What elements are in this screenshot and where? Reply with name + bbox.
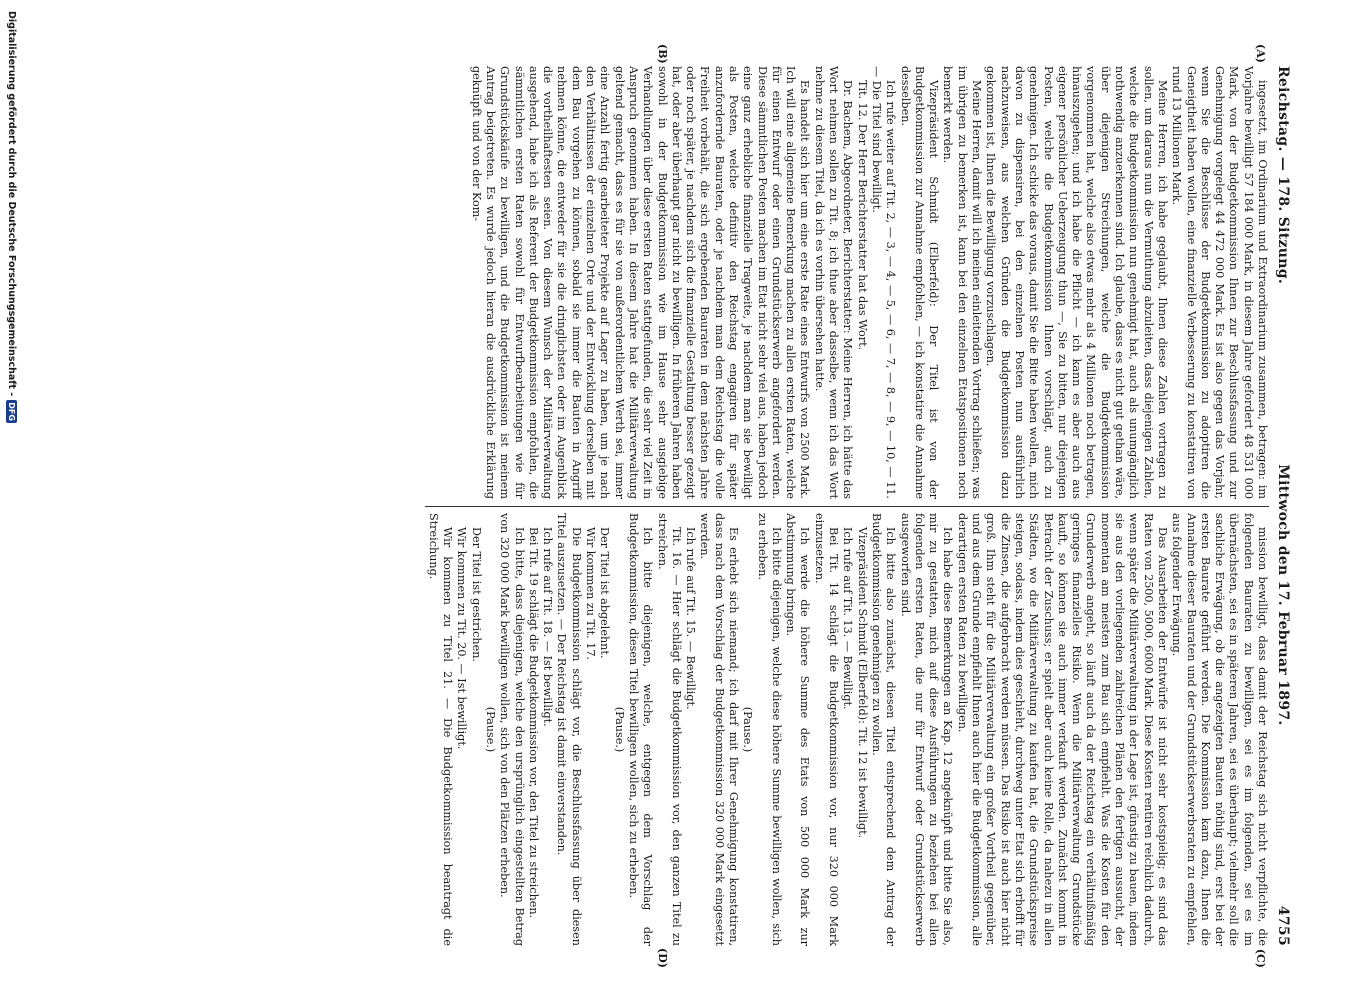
paragraph: Der Titel ist gestrichen.	[469, 527, 483, 662]
page-number: 4755	[1275, 905, 1291, 946]
paragraph: Ich rufe auf Tit. 18. — Ist bewilligt.	[541, 527, 555, 727]
right-column	[425, 513, 1269, 946]
paragraph: Ich werde die höhere Summe des Etats von 500 000 Mark zur Abstimmung bringen.	[784, 513, 812, 946]
header-left: Reichstag. — 178. Sitzung.	[1275, 66, 1291, 285]
paragraph: Ich rufe auf Tit. 15. — Bewilligt.	[684, 527, 698, 710]
paragraph: Ich rufe weiter auf Tit. 2, — 3, — 4, — 5, — 6, — 7, — 8, — 9, — 10, — 11. — Die Titel sind bewilligt.	[869, 66, 898, 499]
paragraph: ingesetzt, im Ordinarium und Extraordinarium zusammen, betragen: im Vorjahre bewilligt 57 184 000 Mark, in diesem Jahre gefordert 48 531 000 Mark, von der Budgetkommission Ihnen zur Beschlussfassung und zur Genehmigung vorgelegt 44 472 000 Mark. Es ist also gegen das Vorjahr, wenn Sie die Beschlüsse der Budgetkommission zu adoptiren die Geneigtheit haben wollen, eine finanzielle Verbesserung zu konstatiren von rund 13 Millionen Mark.	[1170, 66, 1269, 499]
margin-mark-d: (D)	[656, 948, 669, 968]
paragraph: (Pause.)	[612, 706, 626, 753]
paragraph: Meine Herren, damit will ich meinen einleitenden Vortrag schließen; was im übrigen zu bemerken ist, kann bei den einzelnen Etatspositionen noch bemerkt werden.	[941, 66, 984, 499]
digitization-footer	[6, 1, 17, 1001]
paragraph: Bei Tit. 14 schlägt die Budgetkommission vor, nur 320 000 Mark einzusetzen.	[812, 513, 841, 946]
left-column	[425, 66, 1269, 499]
page-header	[1275, 66, 1291, 946]
paragraph: Ich bitte, dass diejenigen, welche den ursprünglich eingestellten Betrag von 320 000 Mark bewilligen wollen, sich von den Plätzen erheben.	[498, 513, 526, 946]
paragraph: Es handelt sich hier um eine erste Rate eines Entwurfs von 2500 Mark. Ich will eine allgemeine Bemerkung machen zu allen ersten Raten, welche für einen Entwurf oder einen Grundstückserwerb angefordert werden. Diese sämmtlichen Posten machen im Etat nicht sehr viel aus, haben jedoch eine ganz erhebliche finanzielle Tragweite, je nachdem man sie bewilligt als Posten, welche definitiv den Reichstag engagiren für später anzufordernde Bauraten, oder je nachdem man dem Reichstag die volle Freiheit vorbehält, die sich ergebenden Bauraten in dem nächsten Jahre oder noch später, je nachdem sich die finanzielle Gestaltung besser gezeigt hat, oder aber überhaupt gar nicht zu bewilligen. In früheren Jahren haben sowohl in der Budgetkommission wie im Hause sehr ausgiebige Verhandlungen über diese ersten Raten stattgefunden, die sehr viel Zeit in Anspruch genommen haben. In diesem Jahre hat die Militärverwaltung geltend gemacht, dass es für sie von außerordentlichem Werth sei, immer eine Anzahl fertig gearbeiteter Projekte auf Lager zu haben, um je nach den Verhältnissen der einzelnen Orte und der Entwicklung derselben mit dem Bau vorgehen zu können, sobald sie immer die Bauten in Angriff nehmen könne, die entweder für sie die dringlichsten oder im Augenblick die vortheilhaftesten seien. Von diesem Wunsch der Militärverwaltung ausgehend, habe ich als Referent der Budgetkommission empfohlen, die sämmtlichen ersten Raten sowohl für Entwurfbearbeitungen wie für Grundstückskäufe zu bewilligen, und die Budgetkommission ist meinem Antrag beigetreten. Es wurde jedoch hieran die ausdrückliche Erklärung geknüpft und von der Kom-	[469, 66, 812, 499]
paragraph: Das Ausarbeiten der Entwürfe ist nicht sehr kostspielig; es sind das Raten von 2500, 5000, 6000 Mark. Diese Kosten rentiren reichlich dadurch, wenn später die Militärverwaltung in der Lage ist, günstig zu bauen, indem sie aus den vorliegenden zahlreichen Plänen den fertigen aussucht, der momentan am meisten zum Bau sich empfiehlt. Was die Kosten für den Grunderwerb angeht, so läuft auch da der Reichstag ein verhältnißmäßig geringes finanzielles Risiko. Wenn die Militärverwaltung Grundstücke kauft, so können sie auch immer verkauft werden. Zunächst kommt in Betracht der Zuschuss; er spielt aber auch keine Rolle, da nahezu in allen Städten, wo die Militärverwaltung zu kaufen hat, die Grundstückspreise steigen, sodass, indem dies geschieht, durchweg unter Etat sich erhofft für die Zinsen, die aufgebracht werden müssen. Das Risiko ist auch hier nicht groß. Ihm steht für die Militärverwaltung ein großer Vortheil gegenüber, und aus dem Grunde empfiehlt Ihnen auch hier die Budgetkommission, alle derartigen ersten Raten zu bewilligen.	[955, 513, 1169, 946]
header-center: Mittwoch den 17. Februar 1897.	[1275, 464, 1291, 726]
paragraph: Dr. Bachem, Abgeordneter, Berichterstatter: Meine Herren, ich hätte das Wort nehmen sollen zu Tit. 8; ich thue aber dasselbe, wenn ich das Wort nehme zu diesem Titel, da ich es vorhin übersehen hatte.	[812, 66, 855, 499]
paragraph: mission bewilligt, dass damit der Reichstag sich nicht verpflichte, die folgenden Bauraten zu bewilligen, sei es im folgenden, sei es im übernächsten, sei es in späteren Jahren, sei es überhaupt; vielmehr soll die sachliche Erwägung, ob die angezeigten Bauten nöthig sind, erst bei der ersten Baurate geführt werden. Die Kommission kam dazu, Ihnen die Annahme dieser Bauraten und der Grundstückserwerbsraten zu empfehlen, aus folgender Erwägung.	[1170, 513, 1269, 946]
paragraph: Meine Herren, ich habe geglaubt, Ihnen diese Zahlen vortragen zu sollen, um daraus nun die Vermuthung abzuleiten, dass diejenigen Zahlen, welche die Budgetkommission nun genehmigt hat, auch als unumgänglich nothwendig anzuerkennen sind. Ich glaube, dass es nicht gut gethan wäre, über diejenigen Streichungen, welche die Budgetkommission vorgenommen hat, welche also etwas mehr als 4 Millionen noch betragen, hinauszugehen; und ich habe die Pflicht — ich kann es aber auch aus eigener persönlicher Ueberzeugung thun —, Sie zu bitten, nur diejenigen Posten, welche die Budgetkommission Ihnen vorschlägt, auch zu genehmigen. Ich schicke das voraus, damit Sie die Bitte haben wollen, mich davon zu dispensiren, bei den einzelnen Posten nun ausführlich nachzuweisen, aus welchen Gründen die Budgetkommission dazu gekommen ist, Ihnen die Bewilligung vorzuschlagen.	[984, 66, 1169, 499]
paragraph: Ich bitte diejenigen, welche diese höhere Summe bewilligen wollen, sich zu erheben.	[755, 513, 783, 946]
paragraph: Wir kommen zu Tit. 20. — Ist bewilligt.	[455, 527, 469, 750]
paragraph: Die Budgetkommission schlägt vor, die Beschlussfassung über diesen Titel auszusetzen. — Der Reichstag ist damit einverstanden.	[555, 513, 583, 946]
paragraph: Bei Tit. 19 schlägt die Budgetkommission vor, den Titel zu streichen.	[526, 527, 540, 919]
paragraph: Ich bitte diejenigen, welche, entgegen dem Vorschlag der Budgetkommission, diesen Titel bewilligen wollen, sich zu erheben.	[626, 513, 655, 946]
margin-mark-a: (A)	[1254, 44, 1267, 63]
paragraph: Der Titel ist abgelehnt.	[598, 527, 612, 659]
paragraph: Ich bitte also zunächst, diesen Titel entsprechend dem Antrag der Budgetkommission genehmigen zu wollen.	[869, 513, 898, 946]
paragraph: (Pause.)	[741, 706, 755, 753]
paragraph: Wir kommen zu Tit. 17.	[584, 527, 598, 660]
text-columns	[425, 44, 1269, 968]
paragraph: Tit. 12. Der Herr Berichterstatter hat das Wort.	[855, 80, 869, 351]
margin-mark-c: (C)	[1254, 948, 1267, 968]
footer-text: Digitalisierung gefördert durch die Deutsche Forschungsgemeinschaft -	[6, 11, 17, 397]
paragraph: Es erhebt sich niemand; ich darf mit Ihrer Genehmigung konstatiren, dass nach dem Vorschlag der Budgetkommission 320 000 Mark eingesetzt werden.	[698, 513, 741, 946]
paragraph: Vizepräsident Schmidt (Elberfeld): Tit. 12 ist bewilligt.	[855, 527, 869, 839]
paragraph: Vizepräsident Schmidt (Elberfeld): Der Titel ist von der Budgetkommission zur Annahme empfohlen, — ich konstatire die Annahme desselben.	[898, 66, 941, 499]
paragraph: Wir kommen zu Titel 21. — Die Budgetkommission beantragt die Streichung.	[426, 513, 455, 946]
column-divider	[425, 506, 1269, 507]
paragraph: Ich habe diese Bemerkungen an Kap. 12 angeknüpft und bitte Sie also, mir zu gestatten, mich auf diese Ausführungen zu beziehen bei allen folgenden ersten Raten, die nur für Entwurf oder Grundstückserwerb ausgeworfen sind.	[898, 513, 955, 946]
paragraph: Ich rufe auf Tit. 13. — Bewilligt.	[841, 527, 855, 710]
paragraph: (Pause.)	[483, 706, 497, 753]
margin-mark-b: (B)	[656, 44, 669, 64]
paragraph: Tit. 16. — Hier schlägt die Budgetkommission vor, den ganzen Titel zu streichen.	[655, 513, 683, 946]
dfg-logo: DFG	[7, 402, 16, 421]
document-page	[425, 44, 1291, 968]
